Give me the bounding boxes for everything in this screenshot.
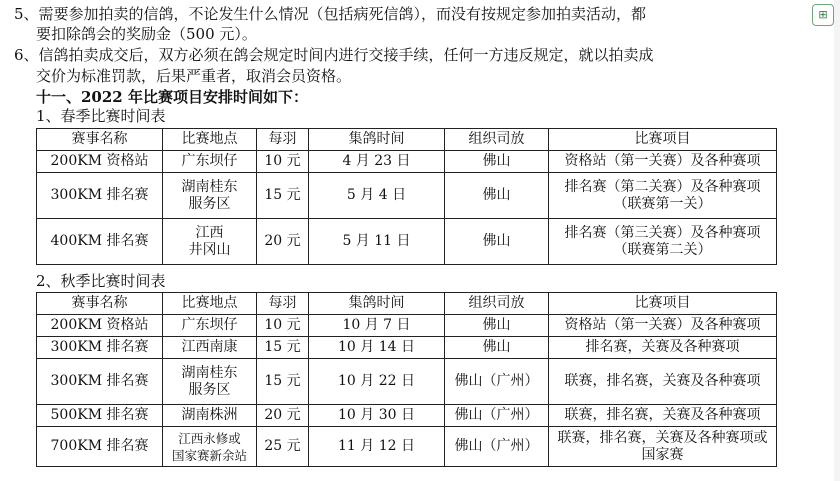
race-name-cell: 300KM 排名赛 <box>37 173 163 219</box>
column-header: 比赛项目 <box>549 129 777 151</box>
race-place-cell-line: 湖南株洲 <box>181 407 238 423</box>
race-items-cell-line: （联赛第一关） <box>613 195 712 212</box>
entry-fee-cell: 15 元 <box>257 173 309 219</box>
race-name-cell: 300KM 排名赛 <box>37 359 163 405</box>
table-row <box>37 173 777 219</box>
entry-fee-cell: 10 元 <box>257 315 309 337</box>
race-place-cell <box>163 173 257 219</box>
collection-date-cell: 5 月 11 日 <box>309 219 445 265</box>
table-row <box>37 337 777 359</box>
table-row <box>37 405 777 427</box>
race-place-cell-line: 湖南桂东 <box>181 178 238 195</box>
collection-date-cell: 10 月 14 日 <box>309 337 445 359</box>
column-header: 集鸽时间 <box>309 129 445 151</box>
paragraph-6-line-1: 6、信鸽拍卖成交后，双方必须在鸽会规定时间内进行交接手续，任何一方违反规定，就以拍卖成 <box>14 46 654 64</box>
table-row <box>37 151 777 173</box>
clipped-next-line <box>0 474 840 481</box>
organizer-cell: 佛山（广州） <box>445 405 549 427</box>
organizer-cell: 佛山（广州） <box>445 427 549 467</box>
column-header: 每羽 <box>257 293 309 315</box>
collection-date-cell: 10 月 7 日 <box>309 315 445 337</box>
race-items-cell-line: 联赛，排名赛，关赛及各种赛项 <box>564 373 761 389</box>
table-header-row <box>37 129 777 151</box>
organizer-cell: 佛山 <box>445 315 549 337</box>
race-place-cell <box>163 219 257 265</box>
race-name-cell: 400KM 排名赛 <box>37 219 163 265</box>
race-items-cell-line: 排名赛（第二关赛）及各种赛项 <box>564 178 761 195</box>
organizer-cell: 佛山 <box>445 337 549 359</box>
entry-fee-cell: 15 元 <box>257 359 309 405</box>
grid-icon: ⊞ <box>818 8 828 21</box>
race-place-cell-line: 湖南桂东 <box>181 364 238 381</box>
race-place-cell-line: 广东坝仔 <box>181 317 238 333</box>
column-header: 比赛地点 <box>163 129 257 151</box>
race-place-cell-line: 江西永修或 <box>178 430 241 446</box>
organizer-cell: 佛山 <box>445 219 549 265</box>
race-place-cell-line: 服务区 <box>188 381 231 398</box>
collection-date-cell: 11 月 12 日 <box>309 427 445 467</box>
paragraph-5-line-1: 5、需要参加拍卖的信鸽，不论发生什么情况（包括病死信鸽），而没有按规定参加拍卖活动，都 <box>14 5 647 23</box>
entry-fee-cell: 25 元 <box>257 427 309 467</box>
collection-date-cell: 5 月 4 日 <box>309 173 445 219</box>
race-place-cell <box>163 151 257 173</box>
entry-fee-cell: 20 元 <box>257 405 309 427</box>
organizer-cell: 佛山（广州） <box>445 359 549 405</box>
entry-fee-cell: 10 元 <box>257 151 309 173</box>
race-name-cell: 200KM 资格站 <box>37 315 163 337</box>
column-header: 比赛地点 <box>163 293 257 315</box>
race-items-cell-line: 排名赛（第三关赛）及各种赛项 <box>564 224 761 241</box>
column-header: 赛事名称 <box>37 129 163 151</box>
column-header: 集鸽时间 <box>309 293 445 315</box>
entry-fee-cell: 20 元 <box>257 219 309 265</box>
race-items-cell <box>549 315 777 337</box>
race-items-cell <box>549 427 777 467</box>
autumn-schedule-table <box>36 292 777 467</box>
race-items-cell <box>549 219 777 265</box>
race-place-cell <box>163 405 257 427</box>
table-header-row <box>37 293 777 315</box>
column-header: 组织司放 <box>445 293 549 315</box>
race-items-cell-line: 联赛，排名赛，关赛及各种赛项或 <box>557 429 768 446</box>
collection-date-cell: 4 月 23 日 <box>309 151 445 173</box>
race-items-cell-line: 联赛，排名赛，关赛及各种赛项 <box>564 407 761 423</box>
table-row <box>37 315 777 337</box>
race-place-cell-line: 江西 <box>195 224 224 241</box>
section-heading: 十一、2022 年比赛项目安排时间如下： <box>36 88 308 106</box>
paragraph-5-line-2: 要扣除鸽会的奖励金（500 元）。 <box>36 25 257 43</box>
race-place-cell-line: 江西南康 <box>181 339 238 355</box>
race-place-cell-line: 广东坝仔 <box>181 153 238 169</box>
column-header: 比赛项目 <box>549 293 777 315</box>
table-row <box>37 219 777 265</box>
vertical-scrollbar[interactable] <box>834 0 840 481</box>
spring-heading: 1、春季比赛时间表 <box>36 107 166 125</box>
race-items-cell-line: （联赛第二关） <box>613 241 712 258</box>
column-header: 赛事名称 <box>37 293 163 315</box>
race-place-cell-line: 服务区 <box>188 195 231 212</box>
race-name-cell: 200KM 资格站 <box>37 151 163 173</box>
collection-date-cell: 10 月 22 日 <box>309 359 445 405</box>
organizer-cell: 佛山 <box>445 173 549 219</box>
column-header: 组织司放 <box>445 129 549 151</box>
race-place-cell <box>163 315 257 337</box>
race-items-cell <box>549 151 777 173</box>
race-items-cell <box>549 359 777 405</box>
race-place-cell-line: 国家赛新余站 <box>171 447 247 463</box>
side-tool-button[interactable] <box>812 4 834 26</box>
spring-schedule-table <box>36 128 777 265</box>
race-place-cell <box>163 359 257 405</box>
race-name-cell: 700KM 排名赛 <box>37 427 163 467</box>
race-place-cell <box>163 427 257 467</box>
table-row <box>37 427 777 467</box>
table-row <box>37 359 777 405</box>
organizer-cell: 佛山 <box>445 151 549 173</box>
race-items-cell-line: 资格站（第一关赛）及各种赛项 <box>564 317 761 333</box>
race-items-cell-line: 国家赛 <box>641 446 684 463</box>
race-items-cell <box>549 173 777 219</box>
race-name-cell: 500KM 排名赛 <box>37 405 163 427</box>
race-name-cell: 300KM 排名赛 <box>37 337 163 359</box>
race-items-cell <box>549 405 777 427</box>
race-items-cell-line: 资格站（第一关赛）及各种赛项 <box>564 153 761 169</box>
collection-date-cell: 10 月 30 日 <box>309 405 445 427</box>
autumn-heading: 2、秋季比赛时间表 <box>36 272 166 290</box>
paragraph-6-line-2: 交价为标准罚款，后果严重者，取消会员资格。 <box>36 67 352 85</box>
entry-fee-cell: 15 元 <box>257 337 309 359</box>
race-place-cell-line: 井冈山 <box>188 241 231 258</box>
race-place-cell <box>163 337 257 359</box>
column-header: 每羽 <box>257 129 309 151</box>
race-items-cell <box>549 337 777 359</box>
race-items-cell-line: 排名赛，关赛及各种赛项 <box>585 339 740 355</box>
